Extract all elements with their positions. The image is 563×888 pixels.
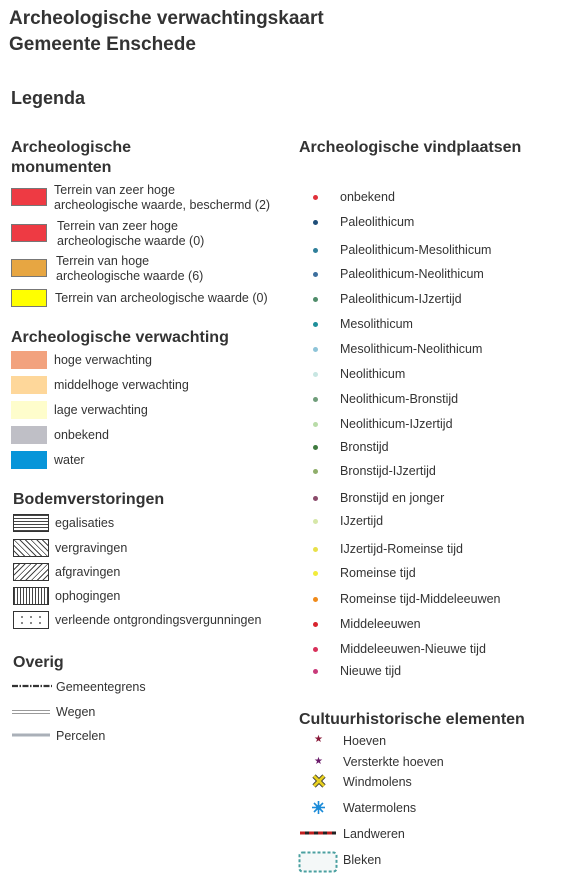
ophoging-pattern bbox=[13, 587, 49, 605]
star-icon: ★ bbox=[314, 734, 323, 745]
verwachting-swatch bbox=[11, 451, 47, 469]
find-site-dot-icon bbox=[313, 597, 318, 602]
bodem-title: Bodemverstoringen bbox=[13, 491, 165, 508]
cultuur-label: Hoeven bbox=[343, 734, 387, 748]
egalisatie-pattern bbox=[13, 514, 49, 532]
municipal-border-line-icon bbox=[11, 682, 53, 690]
map-subtitle: Gemeente Enschede bbox=[9, 34, 196, 55]
find-site-label: Middeleeuwen bbox=[340, 617, 421, 631]
vindplaatsen-title: Archeologische vindplaatsen bbox=[299, 139, 522, 156]
find-site-dot-icon bbox=[313, 519, 318, 524]
find-site-label: Neolithicum-IJzertijd bbox=[340, 417, 453, 431]
verwachting-label: hoge verwachting bbox=[54, 353, 152, 367]
road-line-icon bbox=[11, 708, 51, 716]
windmill-icon bbox=[312, 774, 326, 788]
find-site-label: IJzertijd-Romeinse tijd bbox=[340, 542, 463, 556]
star-icon: ★ bbox=[314, 756, 323, 767]
verwachting-swatch bbox=[11, 376, 47, 394]
find-site-label: Romeinse tijd-Middeleeuwen bbox=[340, 592, 501, 606]
monument-swatch bbox=[11, 188, 47, 206]
monument-swatch bbox=[11, 289, 47, 307]
find-site-label: Neolithicum bbox=[340, 367, 406, 381]
monument-label-3b: archeologische waarde (6) bbox=[56, 269, 204, 283]
monument-swatch bbox=[11, 224, 47, 242]
find-site-label: Paleolithicum-Mesolithicum bbox=[340, 243, 492, 257]
find-site-label: Paleolithicum-Neolithicum bbox=[340, 267, 484, 281]
cultuur-label: Watermolens bbox=[343, 801, 417, 815]
find-site-label: onbekend bbox=[340, 190, 395, 204]
find-site-label: Neolithicum-Bronstijd bbox=[340, 392, 459, 406]
monument-label-3a: Terrein van hoge bbox=[56, 254, 150, 268]
overig-label: Wegen bbox=[56, 705, 96, 719]
find-site-dot-icon bbox=[313, 248, 318, 253]
bodem-label: afgravingen bbox=[55, 565, 121, 579]
find-site-dot-icon bbox=[313, 647, 318, 652]
overig-label: Percelen bbox=[56, 729, 106, 743]
vergraving-pattern bbox=[13, 539, 49, 557]
monumenten-title-2: monumenten bbox=[11, 159, 112, 176]
bodem-label: ophogingen bbox=[55, 589, 121, 603]
cultuur-label: Versterkte hoeven bbox=[343, 755, 444, 769]
find-site-label: Bronstijd bbox=[340, 440, 389, 454]
find-site-dot-icon bbox=[313, 220, 318, 225]
monument-swatch bbox=[11, 259, 47, 277]
find-site-dot-icon bbox=[313, 272, 318, 277]
find-site-label: Mesolithicum bbox=[340, 317, 413, 331]
landweer-line-icon bbox=[299, 829, 337, 837]
find-site-dot-icon bbox=[313, 195, 318, 200]
monumenten-title-1: Archeologische bbox=[11, 139, 132, 156]
find-site-dot-icon bbox=[313, 422, 318, 427]
find-site-dot-icon bbox=[313, 571, 318, 576]
cultuur-label: Landweren bbox=[343, 827, 405, 841]
find-site-label: Middeleeuwen-Nieuwe tijd bbox=[340, 642, 486, 656]
overig-title: Overig bbox=[13, 654, 64, 671]
verwachting-swatch bbox=[11, 401, 47, 419]
monument-label-2b: archeologische waarde (0) bbox=[57, 234, 205, 248]
find-site-label: Romeinse tijd bbox=[340, 566, 416, 580]
find-site-dot-icon bbox=[313, 469, 318, 474]
find-site-label: Bronstijd en jonger bbox=[340, 491, 445, 505]
find-site-label: Bronstijd-IJzertijd bbox=[340, 464, 436, 478]
ontgronding-pattern bbox=[13, 611, 49, 629]
monument-label-1b: archeologische waarde, beschermd (2) bbox=[54, 198, 271, 212]
find-site-dot-icon bbox=[313, 445, 318, 450]
verwachting-label: middelhoge verwachting bbox=[54, 378, 189, 392]
parcel-line-icon bbox=[11, 731, 51, 739]
find-site-dot-icon bbox=[313, 397, 318, 402]
map-title: Archeologische verwachtingskaart bbox=[9, 8, 324, 29]
find-site-label: Paleolithicum bbox=[340, 215, 415, 229]
find-site-dot-icon bbox=[313, 622, 318, 627]
monument-label-2a: Terrein van zeer hoge bbox=[57, 219, 178, 233]
cultuur-label: Bleken bbox=[343, 853, 382, 867]
verwachting-label: water bbox=[54, 453, 85, 467]
find-site-label: Mesolithicum-Neolithicum bbox=[340, 342, 483, 356]
find-site-dot-icon bbox=[313, 297, 318, 302]
cultuur-label: Windmolens bbox=[343, 775, 412, 789]
find-site-label: Nieuwe tijd bbox=[340, 664, 402, 678]
cultuur-title: Cultuurhistorische elementen bbox=[299, 711, 525, 728]
find-site-dot-icon bbox=[313, 669, 318, 674]
find-site-label: IJzertijd bbox=[340, 514, 384, 528]
verwachting-swatch bbox=[11, 426, 47, 444]
verwachting-swatch bbox=[11, 351, 47, 369]
afgraving-pattern bbox=[13, 563, 49, 581]
verwachting-title: Archeologische verwachting bbox=[11, 329, 229, 346]
find-site-dot-icon bbox=[313, 347, 318, 352]
monument-label-4: Terrein van archeologische waarde (0) bbox=[55, 291, 268, 305]
bodem-label: vergravingen bbox=[55, 541, 128, 555]
find-site-dot-icon bbox=[313, 496, 318, 501]
verwachting-label: onbekend bbox=[54, 428, 109, 442]
monument-label-1a: Terrein van zeer hoge bbox=[54, 183, 175, 197]
legend-heading: Legenda bbox=[11, 88, 86, 108]
find-site-dot-icon bbox=[313, 322, 318, 327]
overig-label: Gemeentegrens bbox=[56, 680, 146, 694]
bodem-label: egalisaties bbox=[55, 516, 115, 530]
bleaching-field-icon bbox=[298, 851, 338, 873]
find-site-label: Paleolithicum-IJzertijd bbox=[340, 292, 462, 306]
watermill-icon bbox=[311, 800, 326, 815]
verwachting-label: lage verwachting bbox=[54, 403, 148, 417]
find-site-dot-icon bbox=[313, 372, 318, 377]
find-site-dot-icon bbox=[313, 547, 318, 552]
bodem-label: verleende ontgrondingsvergunningen bbox=[55, 613, 262, 627]
